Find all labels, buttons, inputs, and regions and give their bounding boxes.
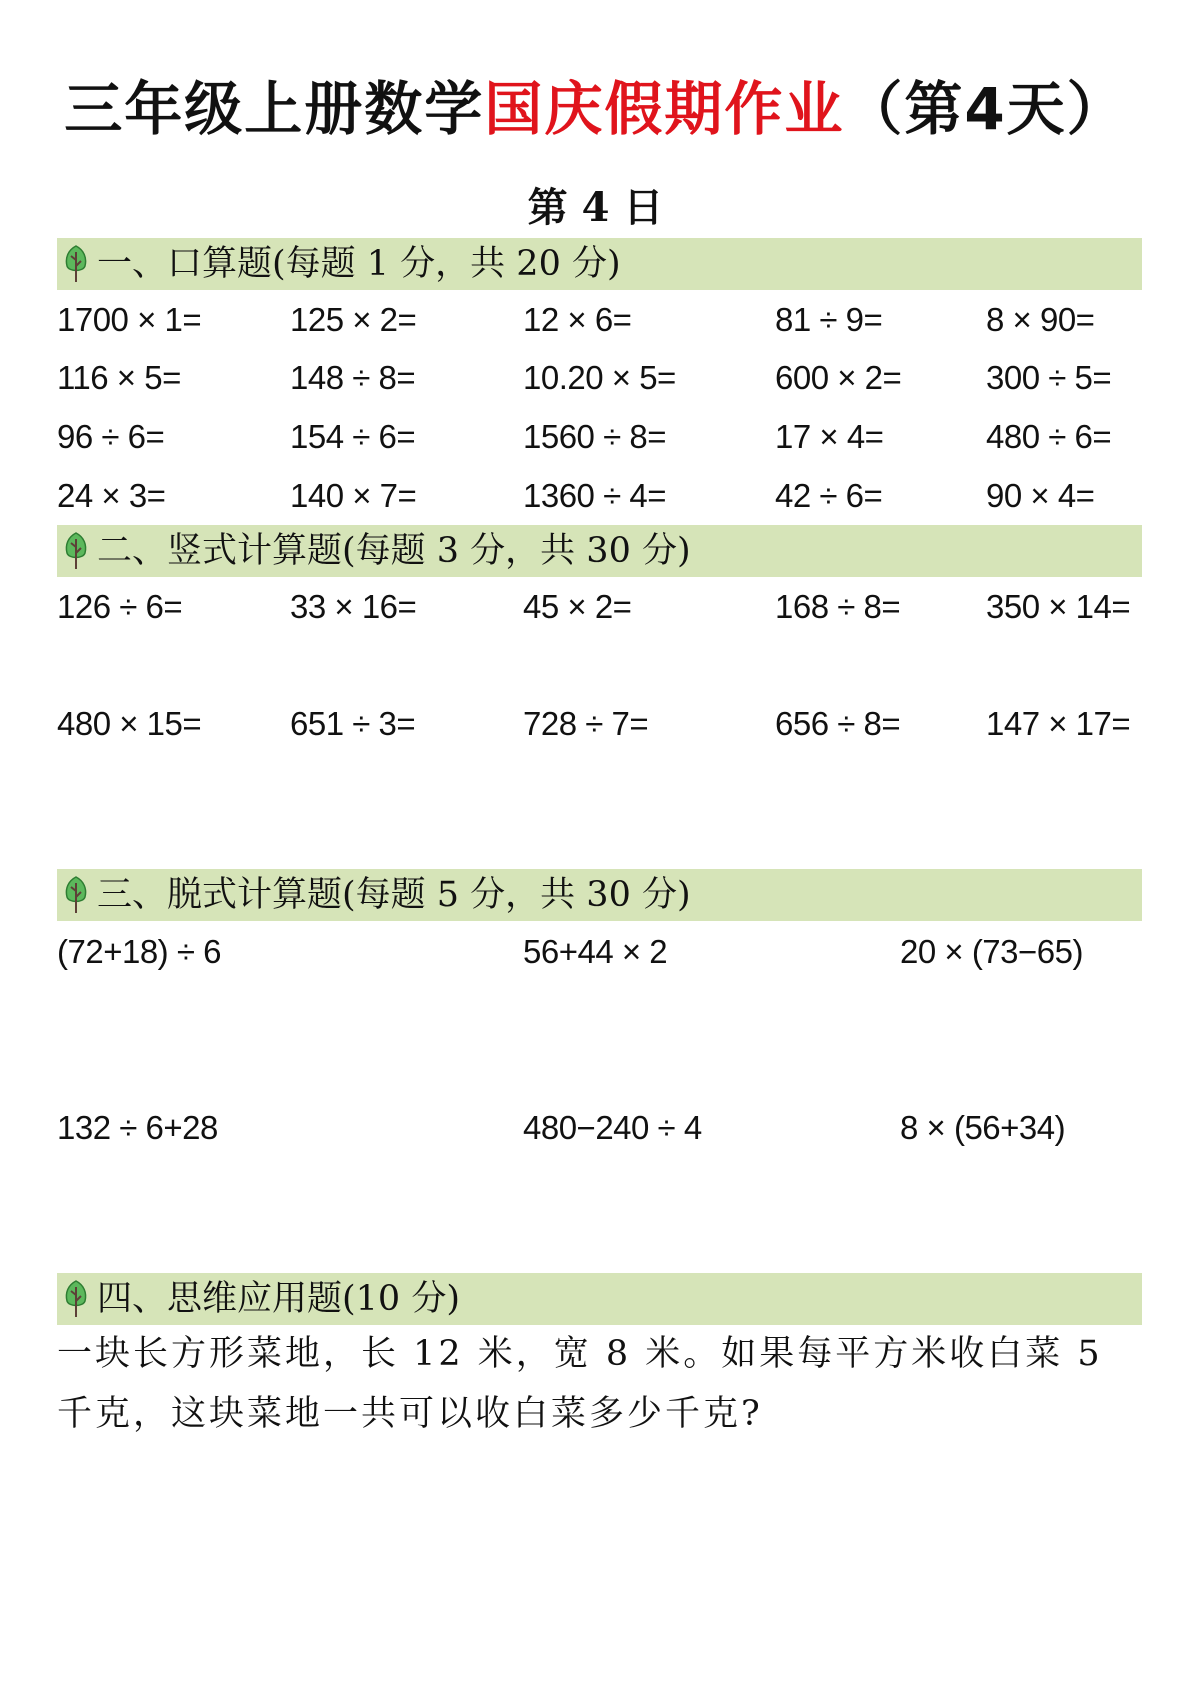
word-problem bbox=[57, 1324, 1147, 1444]
oral-item: 8 × 90= bbox=[986, 301, 1095, 338]
stepwise-item: (72+18) ÷ 6 bbox=[57, 933, 221, 970]
stepwise-item: 20 × (73−65) bbox=[900, 933, 1083, 970]
stepwise-item: 132 ÷ 6+28 bbox=[57, 1109, 218, 1146]
oral-item: 125 × 2= bbox=[290, 301, 417, 338]
vertical-item: 651 ÷ 3= bbox=[290, 705, 416, 742]
word-problem-line: 千克，这块菜地一共可以收白菜多少千克? bbox=[57, 1394, 763, 1434]
tree-icon bbox=[61, 531, 91, 571]
stepwise-item: 480−240 ÷ 4 bbox=[523, 1109, 702, 1146]
section-header-application bbox=[57, 1273, 1142, 1325]
oral-item: 300 ÷ 5= bbox=[986, 359, 1112, 396]
tree-icon bbox=[61, 244, 91, 284]
section-header-vertical bbox=[57, 525, 1142, 577]
vertical-row bbox=[57, 585, 1142, 629]
oral-row bbox=[57, 298, 1142, 342]
oral-item: 17 × 4= bbox=[775, 418, 884, 455]
oral-item: 1360 ÷ 4= bbox=[523, 477, 666, 514]
oral-item: 600 × 2= bbox=[775, 359, 902, 396]
section-header-oral bbox=[57, 238, 1142, 290]
section-header-stepwise bbox=[57, 869, 1142, 921]
section-title: 四、思维应用题(10 分) bbox=[97, 1279, 460, 1319]
stepwise-item: 8 × (56+34) bbox=[900, 1109, 1066, 1146]
stepwise-row bbox=[57, 930, 1142, 974]
oral-item: 24 × 3= bbox=[57, 477, 166, 514]
title-red: 国庆假期作业 bbox=[484, 75, 845, 143]
oral-item: 154 ÷ 6= bbox=[290, 418, 416, 455]
oral-row bbox=[57, 415, 1142, 459]
vertical-item: 45 × 2= bbox=[523, 588, 632, 625]
section-title: 二、竖式计算题(每题 3 分，共 30 分) bbox=[97, 531, 691, 571]
oral-row bbox=[57, 356, 1142, 400]
oral-item: 140 × 7= bbox=[290, 477, 417, 514]
oral-item: 90 × 4= bbox=[986, 477, 1095, 514]
day-subtitle: 第 4 日 bbox=[527, 184, 664, 231]
page-title bbox=[0, 62, 1191, 146]
oral-item: 81 ÷ 9= bbox=[775, 301, 883, 338]
tree-icon bbox=[61, 875, 91, 915]
stepwise-row bbox=[57, 1106, 1142, 1150]
oral-item: 42 ÷ 6= bbox=[775, 477, 883, 514]
oral-item: 1700 × 1= bbox=[57, 301, 202, 338]
vertical-item: 350 × 14= bbox=[986, 588, 1131, 625]
vertical-item: 147 × 17= bbox=[986, 705, 1131, 742]
tree-icon bbox=[61, 1279, 91, 1319]
section-title: 一、口算题(每题 1 分，共 20 分) bbox=[97, 244, 621, 284]
oral-item: 480 ÷ 6= bbox=[986, 418, 1112, 455]
oral-item: 12 × 6= bbox=[523, 301, 632, 338]
vertical-item: 168 ÷ 8= bbox=[775, 588, 901, 625]
oral-row bbox=[57, 474, 1142, 518]
vertical-item: 126 ÷ 6= bbox=[57, 588, 183, 625]
oral-item: 10.20 × 5= bbox=[523, 359, 676, 396]
vertical-item: 33 × 16= bbox=[290, 588, 417, 625]
vertical-row bbox=[57, 702, 1142, 746]
section-title: 三、脱式计算题(每题 5 分，共 30 分) bbox=[97, 875, 691, 915]
title-suffix: （第4天） bbox=[844, 75, 1127, 143]
word-problem-line: 一块长方形菜地，长 12 米，宽 8 米。如果每平方米收白菜 5 bbox=[57, 1334, 1103, 1374]
vertical-item: 656 ÷ 8= bbox=[775, 705, 901, 742]
stepwise-item: 56+44 × 2 bbox=[523, 933, 668, 970]
oral-item: 1560 ÷ 8= bbox=[523, 418, 666, 455]
vertical-item: 728 ÷ 7= bbox=[523, 705, 649, 742]
oral-item: 148 ÷ 8= bbox=[290, 359, 416, 396]
oral-item: 116 × 5= bbox=[57, 359, 181, 396]
oral-item: 96 ÷ 6= bbox=[57, 418, 165, 455]
title-black: 三年级上册数学 bbox=[64, 75, 485, 143]
vertical-item: 480 × 15= bbox=[57, 705, 202, 742]
